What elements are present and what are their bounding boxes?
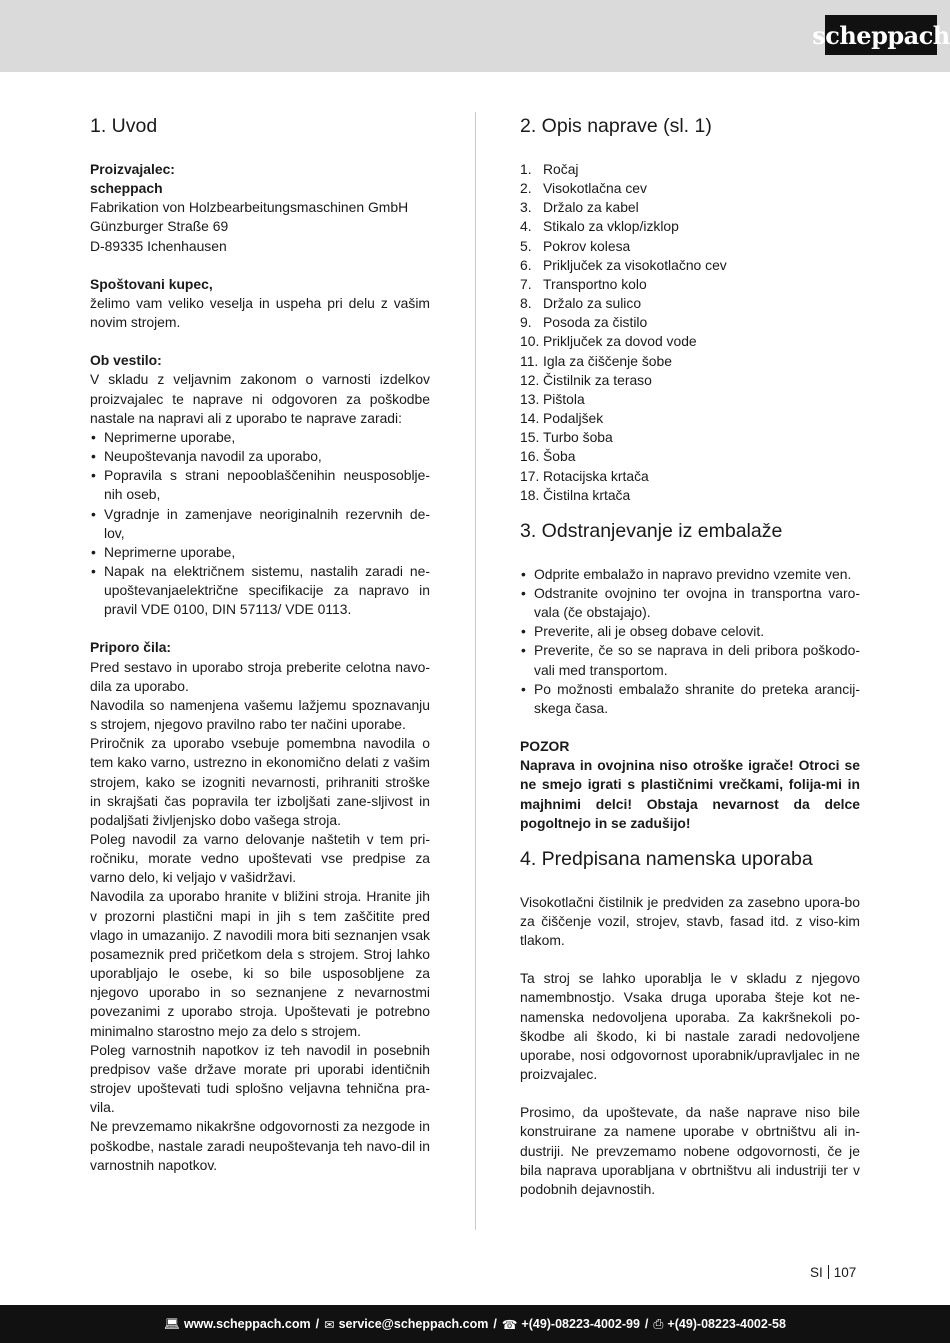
page-number-value: 107	[833, 1265, 857, 1280]
part-item: 1. Ročaj	[520, 161, 579, 177]
notice-heading: Ob vestilo:	[90, 352, 162, 369]
footer-separator: /	[644, 1317, 649, 1331]
list-item: • Neprimerne uporabe,	[90, 543, 430, 562]
list-item: • Vgradnje in zamenjave neoriginalnih rezervnih de-lov,	[90, 505, 430, 543]
computer-icon: 💻︎	[164, 1316, 180, 1331]
part-item: 5. Pokrov kolesa	[520, 237, 631, 254]
page-number	[810, 1265, 856, 1280]
recommendation-heading: Priporo čila:	[90, 639, 172, 656]
header-bar	[0, 0, 950, 72]
footer-web[interactable]: www.scheppach.com	[183, 1317, 311, 1331]
footer-email[interactable]: service@scheppach.com	[338, 1317, 489, 1331]
phone-icon: ☎	[501, 1317, 518, 1332]
recommendation-paragraph: Pred sestavo in uporabo stroja preberite celotna navo-dila za uporabo.	[90, 658, 430, 694]
list-item: • Preverite, ali je obseg dobave celovit.	[520, 622, 860, 641]
recommendation-paragraph: Ne prevzemamo nikakršne odgovornosti za nezgode in poškodbe, nastale zaradi neupoštevanja teh navo-dil in varnostnih napotkov.	[90, 1118, 430, 1173]
part-item: 10. Priključek za dovod vode	[520, 333, 697, 350]
section-3-title: 3. Odstranjevanje iz embalaže	[520, 519, 783, 542]
address-line: Günzburger Straße 69	[90, 218, 229, 235]
part-item: 9. Posoda za čistilo	[520, 314, 648, 331]
caution-text: Naprava in ovojnina niso otroške igrače! Otroci se ne smejo igrati s plastičnimi vrečkami, folija-mi in majhnimi delci! Obstaja nevarnost da delce pogoltnejo in se zadušijo!	[520, 757, 860, 831]
part-item: 8. Držalo za sulico	[520, 295, 642, 312]
list-item: • Popravila s strani nepooblaščenihin neusposoblje-nih oseb,	[90, 466, 430, 504]
right-column	[520, 112, 860, 1199]
usage-paragraph: Visokotlačni čistilnik je predviden za zasebno upora-bo za čiščenje vozil, strojev, stavb, fasad itd. z viso-kim tlakom.	[520, 893, 860, 949]
usage-paragraph: Ta stroj se lahko uporablja le v skladu z njegovo namembnostjo. Vsaka druga uporaba šteje kot ne-namenska nedovoljena uporaba. Za kakršnekoli po-škodbe ali škodo, ki bi nastale zaradi nedovoljene uporabe, nosi odgovornost uporabnik/upravljalec in ne proizvajalec.	[520, 970, 860, 1083]
part-item: 3. Držalo za kabel	[520, 199, 639, 216]
part-item: 13. Pištola	[520, 390, 585, 407]
section-1-title: 1. Uvod	[90, 115, 158, 137]
footer-bar	[0, 1305, 950, 1343]
notice-list	[90, 428, 430, 620]
section-2-title: 2. Opis naprave (sl. 1)	[520, 115, 712, 137]
page-lang: SI	[810, 1265, 823, 1280]
address-line: Fabrikation von Holzbearbeitungsmaschinen GmbH	[90, 199, 409, 216]
fax-icon: ⎙	[653, 1316, 664, 1331]
recommendation-paragraph: Poleg varnostnih napotkov iz teh navodil in posebnih predpisov vaše države morate pri uporabi identičnih strojev upoštevati tudi splošno veljavna tehnična pra-vila.	[90, 1041, 430, 1116]
list-item: • Po možnosti embalažo shranite do preteka arancij-skega časa.	[520, 680, 860, 718]
address-line: D-89335 Ichenhausen	[90, 237, 227, 254]
section-4-title: 4. Predpisana namenska uporaba	[520, 847, 813, 870]
usage-paragraph: Prosimo, da upoštevate, da naše naprave niso bile konstruirane za namene uporabe v obrtništvu ali in-dustriji. Ne prevzemamo nobene odgovornosti, če je bila naprava uporabljana v obrtništvu ali industriji ter v podobnih dejavnostih.	[520, 1104, 860, 1197]
column-divider	[475, 112, 476, 1230]
caution-label: POZOR	[520, 738, 570, 755]
part-item: 4. Stikalo za vklop/izklop	[520, 218, 679, 235]
part-item: 18. Čistilna krtača	[520, 486, 631, 503]
manufacturer-label: Proizvajalec:	[90, 161, 175, 177]
footer-separator: /	[315, 1317, 320, 1331]
recommendation-paragraph: Poleg navodil za varno delovanje naštetih v tem pri-ročniku, morate vedno upoštevati vse predpise za varno delo, ki veljajo v vašidržavi.	[90, 831, 430, 886]
scheppach-logo: scheppach	[825, 15, 937, 55]
footer-phone: +(49)-08223-4002-99	[521, 1317, 640, 1331]
list-item: • Neupoštevanja navodil za uporabo,	[90, 447, 430, 466]
part-item: 7. Transportno kolo	[520, 275, 647, 292]
manufacturer-name: scheppach	[90, 180, 163, 197]
recommendation-paragraph: Navodila za uporabo hranite v bližini stroja. Hranite jih v prozorni plastični mapi in jih s tem zaščitite pred vlago in umazanijo. Z navodili mora biti seznanjen vsak posameznik pred pričetkom dela s strojem. Stroj lahko uporabljajo le osebe, ki so bile usposobljene za njegovo uporabo in so seznanjene z nevarnostmi povezanimi z uporabo stroja. Upoštevati je potrebno minimalno starostno mejo za delo s strojem.	[90, 888, 430, 1039]
recommendation-paragraph: Navodila so namenjena vašemu lažjemu spoznavanju s strojem, njegovo pravilno rabo ter načini uporabe.	[90, 696, 430, 733]
part-item: 15. Turbo šoba	[520, 429, 613, 446]
recommendation-paragraph: Priročnik za uporabo vsebuje pomembna navodila o tem kako varno, ustrezno in ekonomično delati z vašim strojem, kako se izogniti nevarnosti, prihraniti stroške in skrajšati čas popravila ter izboljšati zane-sljivost in podaljšati življenjsko dobo vašega stroja.	[90, 735, 430, 828]
customer-text: želimo vam veliko veselja in uspeha pri delu z vašim novim strojem.	[90, 294, 430, 331]
page-number-separator	[828, 1265, 829, 1279]
parts-list	[520, 160, 860, 505]
list-item: • Odstranite ovojnino ter ovojna in transportna varo-vala (če obstajajo).	[520, 584, 860, 622]
footer-fax: +(49)-08223-4002-58	[667, 1317, 786, 1331]
part-item: 11. Igla za čiščenje šobe	[520, 352, 672, 369]
list-item: • Odprite embalažo in napravo previdno vzemite ven.	[520, 565, 860, 584]
part-item: 14. Podaljšek	[520, 410, 604, 427]
unpack-list	[520, 565, 860, 718]
list-item: • Napak na električnem sistemu, nastalih zaradi ne-upoštevanjaelektrične specifikacije za napravo in pravil VDE 0100, DIN 57113/ VDE 0113.	[90, 562, 430, 619]
part-item: 6. Priključek za visokotlačno cev	[520, 256, 727, 273]
notice-text: V skladu z veljavnim zakonom o varnosti izdelkov proizvajalec te naprave ni odgovoren za poškodbe nastale na napravi ali z uporabo te naprave zaradi:	[90, 371, 430, 426]
part-item: 16. Šoba	[520, 448, 576, 465]
mail-icon: ✉︎	[324, 1317, 335, 1332]
footer-separator: /	[493, 1317, 497, 1331]
left-column	[90, 112, 430, 1175]
customer-heading: Spoštovani kupec,	[90, 275, 213, 292]
part-item: 17. Rotacijska krtača	[520, 467, 649, 484]
part-item: 12. Čistilnik za teraso	[520, 371, 652, 388]
list-item: • Preverite, če so se naprava in deli pribora poškodo-vali med transportom.	[520, 641, 860, 679]
part-item: 2. Visokotlačna cev	[520, 180, 647, 197]
list-item: • Neprimerne uporabe,	[90, 428, 430, 447]
